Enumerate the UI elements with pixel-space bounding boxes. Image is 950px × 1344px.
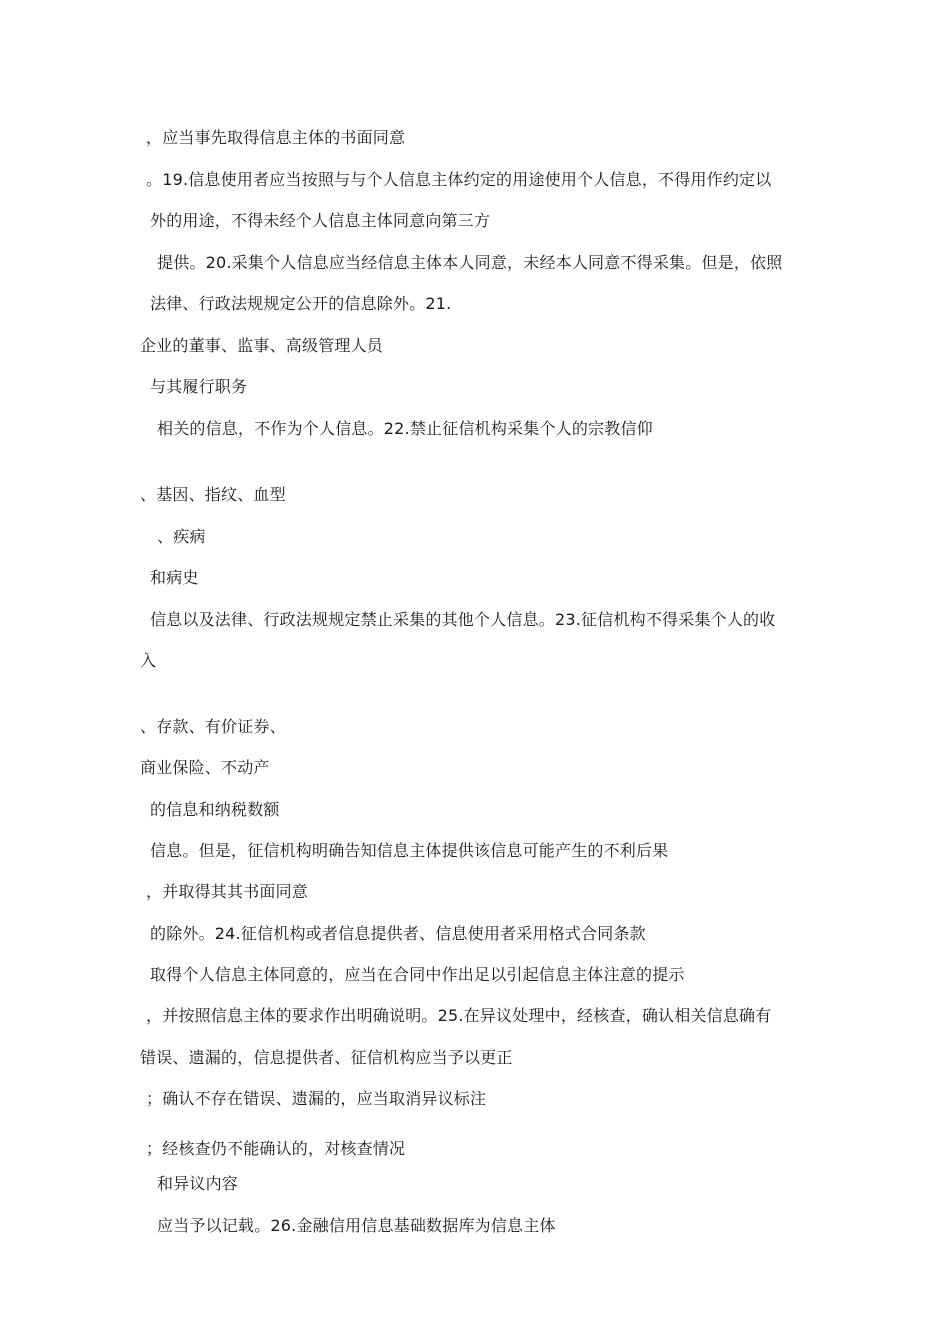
text-line: ；确认不存在错误、遗漏的，应当取消异议标注 bbox=[146, 1089, 487, 1108]
text-line: 外的用途，不得未经个人信息主体同意向第三方 bbox=[150, 211, 491, 230]
text-line: 法律、行政法规规定公开的信息除外。21. bbox=[150, 294, 452, 313]
text-line: 。19.信息使用者应当按照与与个人信息主体约定的用途使用个人信息，不得用作约定以 bbox=[146, 170, 772, 189]
text-line: ，应当事先取得信息主体的书面同意 bbox=[146, 128, 406, 147]
text-line: 信息。但是，征信机构明确告知信息主体提供该信息可能产生的不利后果 bbox=[150, 841, 669, 860]
text-line: 的除外。24.征信机构或者信息提供者、信息使用者采用格式合同条款 bbox=[150, 924, 646, 943]
text-line: 相关的信息，不作为个人信息。22.禁止征信机构采集个人的宗教信仰 bbox=[157, 419, 653, 438]
text-line: 与其履行职务 bbox=[150, 377, 248, 396]
text-line: 和病史 bbox=[150, 568, 199, 587]
text-line: 提供。20.采集个人信息应当经信息主体本人同意，未经本人同意不得采集。但是，依照 bbox=[157, 253, 783, 272]
text-line: 、疾病 bbox=[157, 527, 206, 546]
text-line: ，并取得其其书面同意 bbox=[146, 882, 309, 901]
text-line: 取得个人信息主体同意的，应当在合同中作出足以引起信息主体注意的提示 bbox=[150, 965, 685, 984]
text-line: 商业保险、不动产 bbox=[140, 758, 270, 777]
text-line: 、存款、有价证券、 bbox=[140, 717, 286, 736]
text-line: 企业的董事、监事、高级管理人员 bbox=[140, 336, 384, 355]
text-line: 的信息和纳税数额 bbox=[150, 800, 280, 819]
text-line: 错误、遗漏的，信息提供者、征信机构应当予以更正 bbox=[140, 1048, 513, 1067]
text-line: 和异议内容 bbox=[157, 1174, 239, 1193]
text-line: 、基因、指纹、血型 bbox=[140, 485, 286, 504]
text-line: 信息以及法律、行政法规规定禁止采集的其他个人信息。23.征信机构不得采集个人的收 bbox=[150, 610, 776, 629]
text-line: ；经核查仍不能确认的，对核查情况 bbox=[146, 1139, 406, 1158]
text-line: ，并按照信息主体的要求作出明确说明。25.在异议处理中，经核查，确认相关信息确有 bbox=[146, 1006, 772, 1025]
text-line: 入 bbox=[140, 651, 157, 670]
text-line: 应当予以记载。26.金融信用信息基础数据库为信息主体 bbox=[157, 1216, 556, 1235]
